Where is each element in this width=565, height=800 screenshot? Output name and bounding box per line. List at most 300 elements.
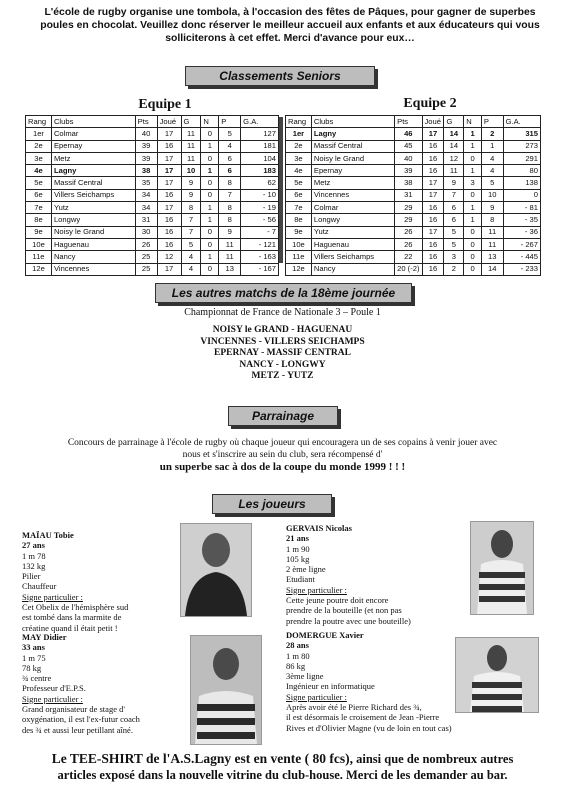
table-row bbox=[26, 226, 279, 238]
stat-cell: 291 bbox=[503, 152, 540, 164]
rank-cell: 4e bbox=[286, 165, 312, 177]
parrainage-prize: un superbe sac à dos de la coupe du monde 1999 ! ! ! bbox=[159, 461, 406, 473]
stat-cell: 0 bbox=[201, 128, 219, 140]
stat-cell: 0 bbox=[201, 152, 219, 164]
stat-cell: 16 bbox=[157, 189, 181, 201]
table-row bbox=[26, 238, 279, 250]
player-sp-text: Rives et d'Olivier Magne (vu de loin en tout cas) bbox=[286, 722, 452, 733]
stat-cell: - 35 bbox=[503, 214, 540, 226]
column-header: Rang bbox=[26, 116, 52, 128]
club-cell: Yutz bbox=[51, 202, 135, 214]
stat-cell: 13 bbox=[219, 263, 241, 275]
stat-cell: 45 bbox=[395, 140, 422, 152]
stat-cell: 0 bbox=[464, 152, 482, 164]
club-cell: Lagny bbox=[51, 165, 135, 177]
column-header: Joué bbox=[157, 116, 181, 128]
club-cell: Haguenau bbox=[51, 238, 135, 250]
equipe1-title: Equipe 1 bbox=[138, 97, 192, 112]
stat-cell: 16 bbox=[157, 238, 181, 250]
table-row bbox=[286, 202, 541, 214]
table-row bbox=[26, 177, 279, 189]
table-row bbox=[286, 238, 541, 250]
club-cell: Nancy bbox=[311, 263, 394, 275]
match-item: VINCENNES - VILLERS SEICHAMPS bbox=[200, 336, 365, 347]
banner-joueurs: Les joueurs bbox=[212, 494, 332, 514]
table-row bbox=[26, 189, 279, 201]
player-job: Professeur d'E.P.S. bbox=[22, 683, 86, 694]
stat-cell: 38 bbox=[395, 177, 422, 189]
stat-cell: 0 bbox=[503, 189, 540, 201]
stat-cell: 17 bbox=[422, 189, 444, 201]
player-sp-text: Après avoir été le Pierre Richard des ¾, bbox=[286, 702, 422, 713]
stat-cell: 11 bbox=[181, 128, 201, 140]
player-sp-text: Grand organisateur de stage d' bbox=[22, 704, 125, 715]
stat-cell: 0 bbox=[201, 177, 219, 189]
stat-cell: - 81 bbox=[503, 202, 540, 214]
stat-cell: - 267 bbox=[503, 238, 540, 250]
stat-cell: 0 bbox=[464, 251, 482, 263]
player-poste: 2 ème ligne bbox=[286, 564, 326, 575]
matches-list bbox=[150, 325, 415, 383]
match-item: NANCY - LONGWY bbox=[239, 359, 326, 370]
player-height: 1 m 90 bbox=[286, 543, 310, 554]
stat-cell: 181 bbox=[241, 140, 279, 152]
footer-line2: articles exposé dans la nouvelle vitrine du club-house. Merci de les demander au bar. bbox=[57, 768, 508, 782]
stat-cell: 17 bbox=[157, 202, 181, 214]
player-weight: 78 kg bbox=[22, 662, 42, 673]
stat-cell: 1 bbox=[201, 214, 219, 226]
player-photo-gervais bbox=[470, 521, 534, 615]
player-sp-text: oxygénation, il est l'ex-futur coach bbox=[22, 714, 140, 725]
rank-cell: 2e bbox=[286, 140, 312, 152]
table-row bbox=[286, 214, 541, 226]
stat-cell: - 7 bbox=[241, 226, 279, 238]
player-card-may bbox=[22, 632, 197, 735]
column-header: G.A. bbox=[241, 116, 279, 128]
column-header: G bbox=[181, 116, 201, 128]
player-name: GERVAIS Nicolas bbox=[286, 523, 352, 533]
player-name: MAÏAU Tobie bbox=[22, 530, 74, 540]
rank-cell: 9e bbox=[26, 226, 52, 238]
stat-cell: 40 bbox=[135, 128, 157, 140]
player-photo-image bbox=[471, 522, 533, 614]
stat-cell: 35 bbox=[135, 177, 157, 189]
club-cell: Colmar bbox=[51, 128, 135, 140]
rank-cell: 10e bbox=[26, 238, 52, 250]
table-row bbox=[286, 128, 541, 140]
player-age: 28 ans bbox=[286, 640, 309, 651]
stat-cell: 16 bbox=[157, 226, 181, 238]
stat-cell: 315 bbox=[503, 128, 540, 140]
equipe2-title: Equipe 2 bbox=[403, 96, 457, 111]
stat-cell: 80 bbox=[503, 165, 540, 177]
table-row bbox=[286, 177, 541, 189]
player-weight: 132 kg bbox=[22, 560, 46, 571]
footer-lead: Le TEE-SHIRT de l'A.S.Lagny est en vente ( 80 fcs), bbox=[51, 751, 353, 766]
player-photo-image bbox=[181, 524, 251, 616]
parrainage-line: nous et s'inscrire au sein du club, sera récompensé d' bbox=[182, 450, 383, 460]
stat-cell: 16 bbox=[422, 152, 444, 164]
player-poste: ¾ centre bbox=[22, 673, 52, 684]
player-sp-text: des ¾ et aussi leur petillant aîné. bbox=[22, 724, 133, 735]
club-cell: Lagny bbox=[311, 128, 394, 140]
club-cell: Villers Seichamps bbox=[311, 251, 394, 263]
player-sp-text: il est désormais le croisement de Jean -Pierre bbox=[286, 712, 440, 723]
stat-cell: 16 bbox=[422, 251, 444, 263]
table-row bbox=[26, 165, 279, 177]
player-photo-may bbox=[190, 635, 262, 745]
club-cell: Vincennes bbox=[51, 263, 135, 275]
stat-cell: 8 bbox=[481, 214, 503, 226]
player-sp-text: prendre la poutre avec une bouteille) bbox=[286, 615, 411, 626]
rank-cell: 11e bbox=[286, 251, 312, 263]
banner-autres-matchs: Les autres matchs de la 18ème journée bbox=[155, 283, 412, 303]
stat-cell: 9 bbox=[481, 202, 503, 214]
stat-cell: - 163 bbox=[241, 251, 279, 263]
stat-cell: 7 bbox=[181, 226, 201, 238]
player-job: Etudiant bbox=[286, 574, 315, 585]
stat-cell: 183 bbox=[241, 165, 279, 177]
stat-cell: 17 bbox=[157, 152, 181, 164]
stat-cell: 6 bbox=[444, 214, 464, 226]
stat-cell: 9 bbox=[181, 177, 201, 189]
rank-cell: 5e bbox=[26, 177, 52, 189]
stat-cell: 1 bbox=[464, 214, 482, 226]
stat-cell: 14 bbox=[481, 263, 503, 275]
column-header: P bbox=[481, 116, 503, 128]
stat-cell: 0 bbox=[464, 189, 482, 201]
player-photo-image bbox=[456, 638, 538, 712]
stat-cell: 26 bbox=[135, 238, 157, 250]
table-row bbox=[26, 202, 279, 214]
parrainage-line: Concours de parrainage à l'école de rugby où chaque joueur qui encouragera un de ses copains à venir jouer avec bbox=[67, 438, 498, 448]
rank-cell: 11e bbox=[26, 251, 52, 263]
stat-cell: 4 bbox=[181, 263, 201, 275]
table-row bbox=[286, 251, 541, 263]
stat-cell: 17 bbox=[157, 177, 181, 189]
rank-cell: 9e bbox=[286, 226, 312, 238]
player-height: 1 m 75 bbox=[22, 652, 46, 663]
club-cell: Massif Central bbox=[51, 177, 135, 189]
player-name: DOMERGUE Xavier bbox=[286, 630, 364, 640]
stat-cell: 104 bbox=[241, 152, 279, 164]
rank-cell: 5e bbox=[286, 177, 312, 189]
table-row bbox=[26, 140, 279, 152]
stat-cell: 8 bbox=[219, 202, 241, 214]
player-sp-text: Cette jeune poutre doit encore bbox=[286, 595, 389, 606]
player-weight: 105 kg bbox=[286, 553, 310, 564]
stat-cell: 7 bbox=[444, 189, 464, 201]
stat-cell: 138 bbox=[503, 177, 540, 189]
stat-cell: 4 bbox=[481, 165, 503, 177]
rank-cell: 8e bbox=[286, 214, 312, 226]
stat-cell: 0 bbox=[464, 238, 482, 250]
player-age: 33 ans bbox=[22, 642, 45, 653]
stat-cell: 40 bbox=[395, 152, 422, 164]
stat-cell: - 445 bbox=[503, 251, 540, 263]
stat-cell: 4 bbox=[481, 152, 503, 164]
stat-cell: 5 bbox=[444, 226, 464, 238]
stat-cell: 11 bbox=[181, 152, 201, 164]
banner-parrainage: Parrainage bbox=[228, 406, 338, 426]
stat-cell: 127 bbox=[241, 128, 279, 140]
player-sp-text: Cet Obelix de l'hémisphère sud bbox=[22, 602, 129, 613]
club-cell: Haguenau bbox=[311, 238, 394, 250]
stat-cell: 16 bbox=[422, 165, 444, 177]
stat-cell: 6 bbox=[444, 202, 464, 214]
table-header-row bbox=[26, 116, 279, 128]
stat-cell: 25 bbox=[135, 263, 157, 275]
player-sp-label: Signe particulier : bbox=[22, 693, 83, 704]
stat-cell: 1 bbox=[201, 202, 219, 214]
stat-cell: 17 bbox=[157, 165, 181, 177]
stat-cell: 11 bbox=[481, 238, 503, 250]
column-header: N bbox=[201, 116, 219, 128]
stat-cell: 1 bbox=[464, 165, 482, 177]
rank-cell: 8e bbox=[26, 214, 52, 226]
stat-cell: - 10 bbox=[241, 189, 279, 201]
stat-cell: - 19 bbox=[241, 202, 279, 214]
player-job: Chauffeur bbox=[22, 581, 57, 592]
player-photo-image bbox=[191, 636, 261, 744]
stat-cell: 10 bbox=[481, 189, 503, 201]
table-row bbox=[26, 128, 279, 140]
stat-cell: - 36 bbox=[503, 226, 540, 238]
stat-cell: - 121 bbox=[241, 238, 279, 250]
footer-text bbox=[20, 751, 545, 783]
stat-cell: 1 bbox=[201, 251, 219, 263]
stat-cell: 8 bbox=[219, 214, 241, 226]
player-sp-label: Signe particulier : bbox=[286, 584, 347, 595]
column-header: Clubs bbox=[311, 116, 394, 128]
player-photo-domergue bbox=[455, 637, 539, 713]
stat-cell: 16 bbox=[422, 214, 444, 226]
club-cell: Metz bbox=[51, 152, 135, 164]
rank-cell: 1er bbox=[26, 128, 52, 140]
stat-cell: 8 bbox=[181, 202, 201, 214]
stat-cell: 0 bbox=[201, 238, 219, 250]
stat-cell: 16 bbox=[422, 202, 444, 214]
stat-cell: 16 bbox=[422, 140, 444, 152]
player-photo-maiau bbox=[180, 523, 252, 617]
stat-cell: 17 bbox=[422, 226, 444, 238]
club-cell: Epernay bbox=[311, 165, 394, 177]
stat-cell: 30 bbox=[135, 226, 157, 238]
match-item: METZ - YUTZ bbox=[251, 371, 314, 381]
rank-cell: 3e bbox=[286, 152, 312, 164]
stat-cell: 1 bbox=[481, 140, 503, 152]
stat-cell: 34 bbox=[135, 202, 157, 214]
stat-cell: 3 bbox=[444, 251, 464, 263]
stat-cell: 26 bbox=[395, 238, 422, 250]
stat-cell: 17 bbox=[157, 128, 181, 140]
player-poste: 3ème ligne bbox=[286, 671, 324, 682]
table-row bbox=[286, 189, 541, 201]
stat-cell: 11 bbox=[481, 226, 503, 238]
stat-cell: 5 bbox=[181, 238, 201, 250]
stat-cell: 25 bbox=[135, 251, 157, 263]
stat-cell: 46 bbox=[395, 128, 422, 140]
stat-cell: 26 bbox=[395, 226, 422, 238]
rank-cell: 10e bbox=[286, 238, 312, 250]
match-item: EPERNAY - MASSIF CENTRAL bbox=[214, 348, 351, 358]
stat-cell: 16 bbox=[157, 140, 181, 152]
stat-cell: 273 bbox=[503, 140, 540, 152]
player-name: MAY Didier bbox=[22, 632, 67, 642]
stat-cell: 5 bbox=[444, 238, 464, 250]
stat-cell: 0 bbox=[464, 263, 482, 275]
match-item: NOISY le GRAND - HAGUENAU bbox=[212, 325, 353, 335]
stat-cell: 0 bbox=[464, 226, 482, 238]
stat-cell: 10 bbox=[181, 165, 201, 177]
stat-cell: 6 bbox=[219, 152, 241, 164]
stat-cell: 34 bbox=[135, 189, 157, 201]
stat-cell: - 233 bbox=[503, 263, 540, 275]
stat-cell: 4 bbox=[181, 251, 201, 263]
player-age: 27 ans bbox=[22, 540, 45, 551]
rank-cell: 6e bbox=[286, 189, 312, 201]
stat-cell: 2 bbox=[444, 263, 464, 275]
stat-cell: 17 bbox=[422, 177, 444, 189]
player-sp-text: prendre de la bouteille (et non pas bbox=[286, 605, 402, 616]
stat-cell: 16 bbox=[422, 263, 444, 275]
club-cell: Longwy bbox=[311, 214, 394, 226]
stat-cell: 1 bbox=[201, 140, 219, 152]
player-height: 1 m 78 bbox=[22, 550, 46, 561]
player-age: 21 ans bbox=[286, 533, 309, 544]
table-row bbox=[26, 152, 279, 164]
stat-cell: 16 bbox=[422, 238, 444, 250]
stat-cell: 3 bbox=[464, 177, 482, 189]
stat-cell: 7 bbox=[181, 214, 201, 226]
rank-cell: 12e bbox=[286, 263, 312, 275]
intro-text: L'école de rugby organise une tombola, à l'occasion des fêtes de Pâques, pour gagner de superbes poules en chocolat. Veuillez donc réserver le meilleur accueil aux enfants et aux éducateurs qui vous solliciterons à cet effet. Merci d'avance pour eux… bbox=[40, 7, 540, 44]
stat-cell: 9 bbox=[444, 177, 464, 189]
club-cell: Epernay bbox=[51, 140, 135, 152]
table-row bbox=[286, 165, 541, 177]
stat-cell: 1 bbox=[464, 140, 482, 152]
player-poste: Pilier bbox=[22, 571, 41, 582]
table-divider bbox=[279, 117, 283, 263]
stat-cell: 29 bbox=[395, 214, 422, 226]
column-header: G bbox=[444, 116, 464, 128]
club-cell: Noisy le Grand bbox=[311, 152, 394, 164]
player-weight: 86 kg bbox=[286, 660, 306, 671]
stat-cell: 31 bbox=[395, 189, 422, 201]
stat-cell: 39 bbox=[135, 152, 157, 164]
stat-cell: 0 bbox=[201, 226, 219, 238]
rank-cell: 4e bbox=[26, 165, 52, 177]
column-header: N bbox=[464, 116, 482, 128]
table-row bbox=[286, 226, 541, 238]
rank-cell: 1er bbox=[286, 128, 312, 140]
club-cell: Longwy bbox=[51, 214, 135, 226]
rank-cell: 12e bbox=[26, 263, 52, 275]
player-card-gervais bbox=[286, 523, 466, 626]
stat-cell: 62 bbox=[241, 177, 279, 189]
club-cell: Noisy le Grand bbox=[51, 226, 135, 238]
stat-cell: 1 bbox=[201, 165, 219, 177]
column-header: Rang bbox=[286, 116, 312, 128]
player-height: 1 m 80 bbox=[286, 650, 310, 661]
stat-cell: 5 bbox=[481, 177, 503, 189]
stat-cell: 29 bbox=[395, 202, 422, 214]
column-header: Clubs bbox=[51, 116, 135, 128]
stat-cell: 1 bbox=[464, 128, 482, 140]
column-header: G.A. bbox=[503, 116, 540, 128]
player-sp-label: Signe particulier : bbox=[286, 691, 347, 702]
rank-cell: 2e bbox=[26, 140, 52, 152]
stat-cell: 2 bbox=[481, 128, 503, 140]
stat-cell: 8 bbox=[219, 177, 241, 189]
stat-cell: 13 bbox=[481, 251, 503, 263]
player-job: Ingénieur en informatique bbox=[286, 681, 375, 692]
stat-cell: 14 bbox=[444, 128, 464, 140]
stat-cell: 9 bbox=[181, 189, 201, 201]
club-cell: Massif Central bbox=[311, 140, 394, 152]
table-row bbox=[26, 263, 279, 275]
stat-cell: 9 bbox=[219, 226, 241, 238]
equipe1-table bbox=[25, 115, 279, 276]
stat-cell: 16 bbox=[157, 214, 181, 226]
stat-cell: 11 bbox=[219, 251, 241, 263]
stat-cell: 12 bbox=[444, 152, 464, 164]
stat-cell: 38 bbox=[135, 165, 157, 177]
table-row bbox=[286, 152, 541, 164]
stat-cell: 22 bbox=[395, 251, 422, 263]
rank-cell: 7e bbox=[286, 202, 312, 214]
stat-cell: - 167 bbox=[241, 263, 279, 275]
stat-cell: 11 bbox=[444, 165, 464, 177]
player-sp-label: Signe particulier : bbox=[22, 591, 83, 602]
stat-cell: 4 bbox=[219, 140, 241, 152]
rank-cell: 7e bbox=[26, 202, 52, 214]
club-cell: Colmar bbox=[311, 202, 394, 214]
footer-rest: ainsi que de nombreux autres bbox=[352, 752, 514, 766]
footer-line bbox=[20, 751, 545, 767]
table-row bbox=[26, 214, 279, 226]
stat-cell: 7 bbox=[219, 189, 241, 201]
stat-cell: 1 bbox=[464, 202, 482, 214]
table-row bbox=[286, 140, 541, 152]
parrainage-text bbox=[25, 437, 540, 473]
stat-cell: 31 bbox=[135, 214, 157, 226]
stat-cell: 39 bbox=[395, 165, 422, 177]
stat-cell: 11 bbox=[219, 238, 241, 250]
banner-classements: Classements Seniors bbox=[185, 66, 375, 86]
stat-cell: 5 bbox=[219, 128, 241, 140]
club-cell: Nancy bbox=[51, 251, 135, 263]
stat-cell: 14 bbox=[444, 140, 464, 152]
championnat-label: Championnat de France de Nationale 3 – Poule 1 bbox=[184, 307, 381, 318]
rank-cell: 3e bbox=[26, 152, 52, 164]
column-header: Pts bbox=[395, 116, 422, 128]
club-cell: Vincennes bbox=[311, 189, 394, 201]
stat-cell: - 56 bbox=[241, 214, 279, 226]
stat-cell: 6 bbox=[219, 165, 241, 177]
stat-cell: 0 bbox=[201, 263, 219, 275]
rank-cell: 6e bbox=[26, 189, 52, 201]
table-row bbox=[286, 263, 541, 275]
stat-cell: 11 bbox=[181, 140, 201, 152]
stat-cell: 20 (-2) bbox=[395, 263, 422, 275]
club-cell: Yutz bbox=[311, 226, 394, 238]
stat-cell: 0 bbox=[201, 189, 219, 201]
equipe2-table bbox=[285, 115, 541, 276]
table-header-row bbox=[286, 116, 541, 128]
club-cell: Metz bbox=[311, 177, 394, 189]
player-sp-text: est tombé dans la marmite de bbox=[22, 612, 122, 623]
